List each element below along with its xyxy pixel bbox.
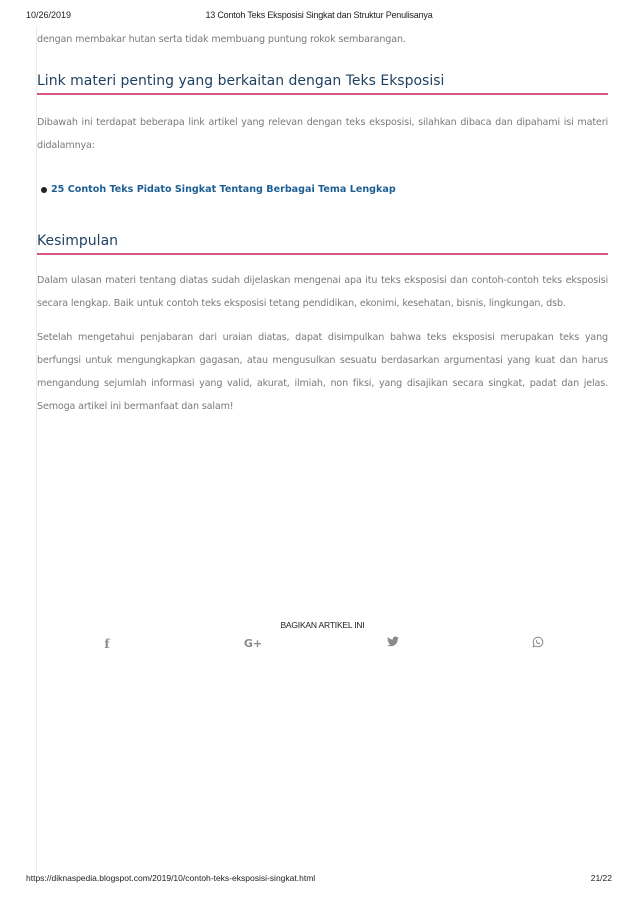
article-body [37, 28, 608, 418]
page-number: 21/22 [590, 873, 612, 883]
section-heading-conclusion: Kesimpulan [37, 233, 608, 255]
conclusion-paragraph-2: Setelah mengetahui penjabaran dari uraian diatas, dapat disimpulkan bahwa teks eksposisi merupakan teks yang berfungsi untuk mengungkapkan gagasan, atau mengusulkan sesuatu berdasarkan argumentasi yang kuat dan harus mengandung sejumlah informasi yang valid, akurat, ilmiah, non fiksi, yang disajikan secara singkat, padat dan jelas. Semoga artikel ini bermanfaat dan salam! [37, 332, 608, 412]
list-item [51, 183, 608, 197]
share-title: BAGIKAN ARTIKEL INI [280, 620, 365, 630]
facebook-icon[interactable]: f [104, 637, 110, 651]
section-heading-links: Link materi penting yang berkaitan dengan Teks Eksposisi [37, 73, 608, 95]
share-section [37, 620, 608, 656]
print-footer [26, 873, 612, 885]
print-title: 13 Contoh Teks Eksposisi Singkat dan Struktur Penulisanya [205, 10, 433, 20]
conclusion-paragraph-1: Dalam ulasan materi tentang diatas sudah dijelaskan mengenai apa itu teks eksposisi dan contoh-contoh teks eksposisi secara lengkap. Baik untuk contoh teks eksposisi tetang pendidikan, ekonimi, kesehatan, bisnis, lingkungan, dsb. [37, 275, 608, 309]
related-links-list [37, 183, 608, 197]
print-date: 10/26/2019 [26, 10, 72, 20]
google-plus-icon[interactable]: G+ [243, 637, 263, 650]
intro-fragment: dengan membakar hutan serta tidak membuang puntung rokok sembarangan. [37, 34, 406, 45]
page-url: https://diknaspedia.blogspot.com/2019/10/contoh-teks-eksposisi-singkat.html [26, 873, 316, 883]
print-header [26, 10, 612, 24]
related-article-link[interactable]: 25 Contoh Teks Pidato Singkat Tentang Berbagai Tema Lengkap [51, 184, 396, 195]
twitter-icon[interactable] [383, 636, 403, 647]
links-intro-paragraph: Dibawah ini terdapat beberapa link artikel yang relevan dengan teks eksposisi, silahkan dibaca dan dipahami isi materi didalamnya: [37, 117, 608, 151]
whatsapp-icon[interactable] [528, 636, 548, 648]
share-icons [37, 636, 608, 656]
